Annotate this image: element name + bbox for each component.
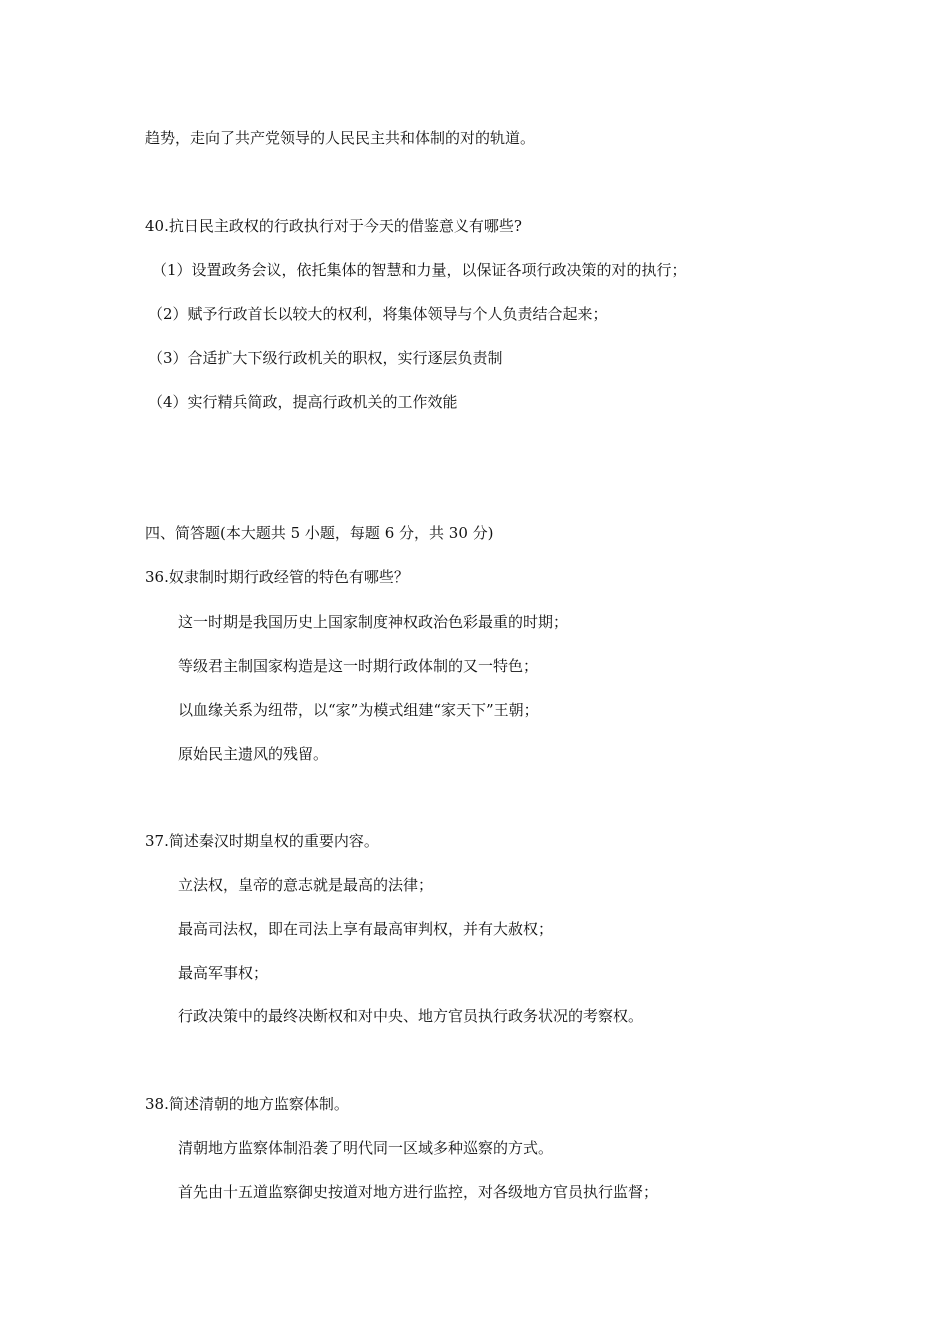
answer-line: 原始民主遗风的残留。 xyxy=(178,745,329,763)
question-38-heading: 38.简述清朝的地方监察体制。 xyxy=(145,1095,349,1113)
answer-line: 立法权，皇帝的意志就是最高的法律； xyxy=(178,876,434,894)
answer-line: 以血缘关系为纽带，以“家”为模式组建“家天下”王朝； xyxy=(178,701,539,719)
answer-item-3: （3）合适扩大下级行政机关的职权，实行逐层负责制 xyxy=(148,349,503,367)
answer-line: 等级君主制国家构造是这一时期行政体制的又一特色； xyxy=(178,657,539,675)
section-heading: 四、简答题(本大题共 5 小题，每题 6 分，共 30 分) xyxy=(145,524,494,542)
answer-item-2: （2）赋予行政首长以较大的权利，将集体领导与个人负责结合起来； xyxy=(148,305,608,323)
question-37-heading: 37.简述秦汉时期皇权的重要内容。 xyxy=(145,832,379,850)
answer-line: 这一时期是我国历史上国家制度神权政治色彩最重的时期； xyxy=(178,613,569,631)
answer-line: 首先由十五道监察御史按道对地方进行监控，对各级地方官员执行监督； xyxy=(178,1183,659,1201)
answer-item-1: （1）设置政务会议，依托集体的智慧和力量，以保证各项行政决策的对的执行； xyxy=(152,261,687,279)
answer-item-4: （4）实行精兵简政，提高行政机关的工作效能 xyxy=(148,393,458,411)
answer-line: 行政决策中的最终决断权和对中央、地方官员执行政务状况的考察权。 xyxy=(178,1007,644,1025)
answer-line: 最高军事权； xyxy=(178,964,269,982)
answer-line: 清朝地方监察体制沿袭了明代同一区域多种巡察的方式。 xyxy=(178,1139,554,1157)
question-40-heading: 40.抗日民主政权的行政执行对于今天的借鉴意义有哪些? xyxy=(145,217,522,235)
answer-line: 最高司法权，即在司法上享有最高审判权，并有大赦权； xyxy=(178,920,554,938)
question-36-heading: 36.奴隶制时期行政经管的特色有哪些？ xyxy=(145,568,409,586)
paragraph-line: 趋势，走向了共产党领导的人民民主共和体制的对的轨道。 xyxy=(145,129,536,147)
